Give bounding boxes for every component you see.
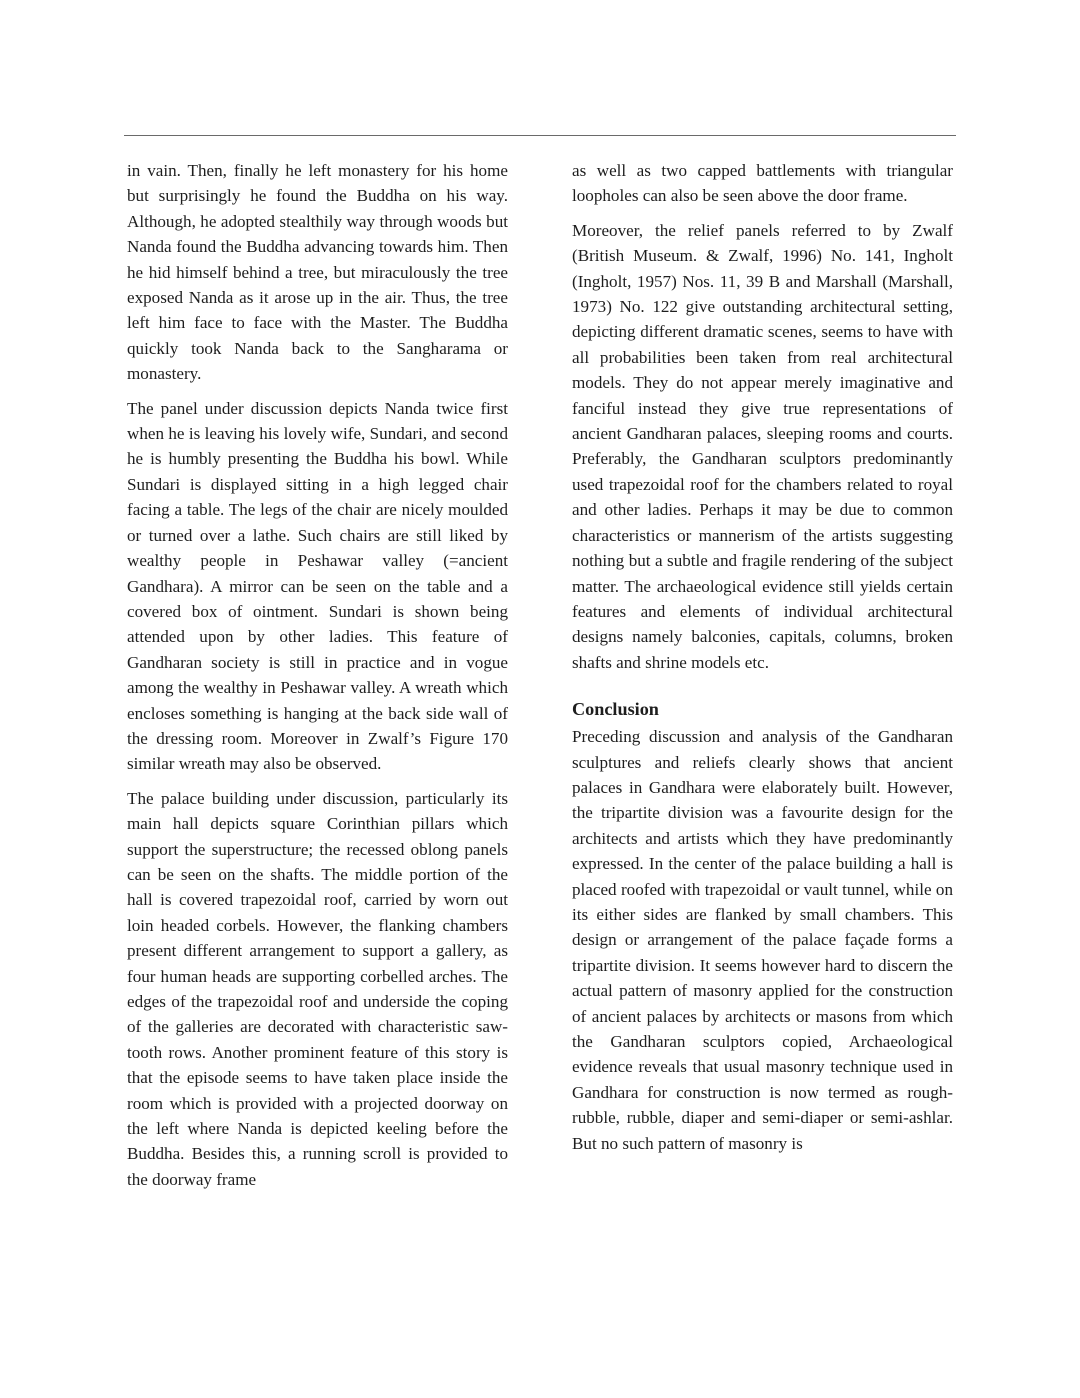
body-paragraph: Moreover, the relief panels referred to by Zwalf (British Museum. & Zwalf, 1996) No. 141, Ingholt (Ingholt, 1957) Nos. 11, 39 B and Marshall (Marshall, 1973) No. 122 give outstanding architectural setting, depicting different dramatic scenes, seems to have with all probabilities been taken from real architectural models. They do not appear merely imaginative and fanciful instead they give true representations of ancient Gandharan palaces, sleeping rooms and courts. Preferably, the Gandharan sculptors predominantly used trapezoidal roof for the chambers related to royal and other ladies. Perhaps it may be due to common characteristics or mannerism of the artists suggesting nothing but a subtle and fragile rendering of the subject matter. The archaeological evidence still yields certain features and elements of individual architectural designs namely balconies, capitals, columns, broken shafts and shrine models etc. [572, 220, 953, 672]
body-paragraph: The panel under discussion depicts Nanda twice first when he is leaving his lovely wife, Sundari, and second he is humbly presenting the Buddha his bowl. While Sundari is displayed sitting in a high legged chair facing a table. The legs of the chair are nicely moulded or turned over a lathe. Such chairs are still liked by wealthy people in Peshawar valley (=ancient Gandhara). A mirror can be seen on the table and a covered box of ointment. Sundari is shown being attended upon by other ladies. This feature of Gandharan society is still in practice and in vogue among the wealthy in Peshawar valley. A wreath which encloses something is hanging at the back side wall of the dressing room. Moreover in Zwalf’s Figure 170 similar wreath may also be observed. [127, 398, 508, 774]
left-column [127, 158, 508, 1201]
conclusion-paragraph: Preceding discussion and analysis of the Gandharan sculptures and reliefs clearly shows that ancient palaces in Gandhara were elaborately built. However, the tripartite division was a favourite design for the architects and artists which they have predominantly expressed. In the center of the palace building a hall is placed roofed with trapezoidal or vault tunnel, while on its either sides are flanked by small chambers. This design or arrangement of the palace façade forms a tripartite division. It seems however hard to discern the actual pattern of masonry applied for the construction of ancient palaces by architects or masons from which the Gandharan sculptors copied, Archaeological evidence reveals that usual masonry technique used in Gandhara for construction is now termed as rough-rubble, rubble, diaper and semi-diaper or semi-ashlar. But no such pattern of masonry is [572, 727, 953, 1153]
body-paragraph: in vain. Then, finally he left monastery for his home but surprisingly he found the Buddha on his way. Although, he adopted stealthily way through woods but Nanda found the Buddha advancing towards him. Then he hid himself behind a tree, but miraculously the tree exposed Nanda as it arose up in the air. Thus, the tree left him face to face with the Master. The Buddha quickly took Nanda back to the Sangharama or monastery. [127, 161, 508, 384]
section-heading-conclusion: Conclusion [572, 699, 659, 720]
right-column [572, 158, 953, 1165]
body-paragraph: as well as two capped battlements with triangular loopholes can also be seen above the door frame. [572, 161, 953, 206]
header-rule [124, 135, 956, 136]
body-paragraph: The palace building under discussion, particularly its main hall depicts square Corinthian pillars which support the superstructure; the recessed oblong panels can be seen on the shafts. The middle portion of the hall is covered trapezoidal roof, carried by worn out loin headed corbels. However, the flanking chambers present different arrangement to support a gallery, as four human heads are supporting corbelled arches. The edges of the trapezoidal roof and underside the coping of the galleries are decorated with characteristic saw-tooth rows. Another prominent feature of this story is that the episode seems to have taken place inside the room which is provided with a projected doorway on the left where Nanda is depicted keeling before the Buddha. Besides this, a running scroll is provided to the doorway frame [127, 788, 508, 1189]
